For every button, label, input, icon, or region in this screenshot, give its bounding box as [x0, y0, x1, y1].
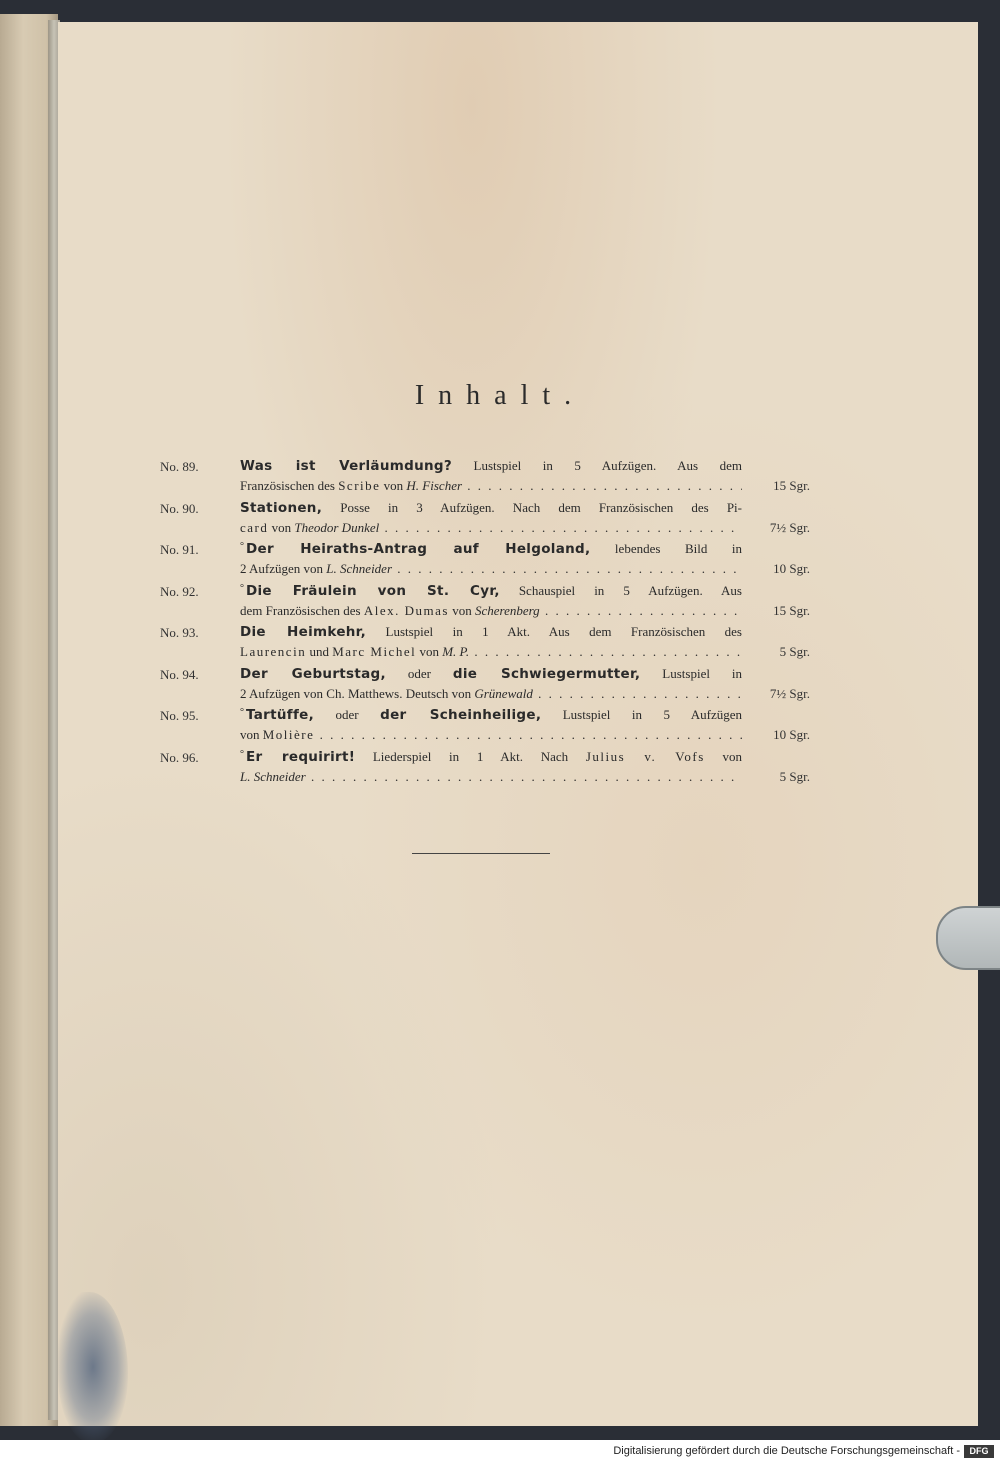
entry-text: und	[306, 644, 333, 659]
entry-line-1	[240, 541, 742, 557]
entry-text: 2 Aufzügen von	[240, 685, 327, 701]
dfg-logo-icon[interactable]: DFG	[964, 1445, 994, 1458]
entry-title: Die Heimkehr,	[240, 624, 367, 640]
entry-price: 15 Sgr.	[773, 478, 810, 493]
leader-dots	[314, 727, 742, 742]
leader-dots	[392, 561, 742, 576]
footer-credit: Digitalisierung gefördert durch die Deutsche Forschungsgemeinschaft -	[613, 1445, 960, 1457]
entry-line-1	[240, 458, 742, 474]
entry-text: oder	[314, 707, 381, 722]
toc-entry	[160, 666, 810, 708]
entry-marker: °	[240, 541, 244, 552]
entry-text: von	[416, 644, 443, 659]
entry-number: No. 96.	[160, 749, 199, 765]
entry-text: dem Französischen des	[240, 602, 364, 618]
entry-number: No. 92.	[160, 583, 199, 599]
entry-author: H. Fischer	[406, 478, 463, 493]
entry-number: No. 94.	[160, 666, 199, 682]
entry-price: 15 Sgr.	[773, 602, 810, 618]
entry-number: No. 95.	[160, 708, 199, 723]
entry-line-2	[240, 478, 742, 494]
entry-line-1	[240, 624, 742, 640]
entry-title: Er requirirt!	[246, 748, 356, 765]
entry-line-2	[240, 644, 742, 660]
entry-line-1	[240, 500, 742, 516]
entry-subtitle: die Schwiegermutter,	[452, 665, 641, 682]
toc-entry	[160, 500, 810, 542]
toc-entry	[160, 707, 810, 749]
toc-entry	[160, 749, 810, 791]
entry-line-2	[240, 561, 742, 577]
entry-marker: °	[240, 748, 244, 760]
entry-price: 10 Sgr.	[773, 727, 810, 742]
entry-price: 5 Sgr.	[779, 644, 810, 659]
entry-line-1	[240, 666, 742, 682]
entry-spaced-name: Alex. Dumas	[363, 602, 449, 618]
entry-line-1	[240, 707, 742, 723]
entry-price: 7½ Sgr.	[769, 519, 810, 535]
entry-price: 10 Sgr.	[773, 561, 810, 576]
page-tab-icon[interactable]	[936, 906, 1000, 970]
entry-spaced-name: Julius v. Vofs	[585, 748, 705, 764]
entry-text: von	[268, 519, 295, 535]
entry-description: Lustspiel in	[640, 665, 742, 681]
entry-line-2	[240, 520, 742, 536]
toc-entry	[160, 624, 810, 666]
entry-text: von	[448, 602, 475, 618]
leader-dots	[533, 686, 742, 701]
entry-title: Der Heiraths-Antrag auf Helgoland,	[246, 541, 591, 557]
entry-price: 5 Sgr.	[779, 768, 810, 784]
entry-price: 7½ Sgr.	[769, 685, 810, 701]
entry-author: Scherenberg	[474, 602, 540, 618]
entry-author: L. Schneider	[240, 768, 306, 784]
entry-marker: °	[240, 582, 244, 594]
water-stain	[58, 1292, 128, 1440]
entry-text: von	[380, 478, 407, 493]
entry-subtitle: der Scheinheilige,	[380, 707, 542, 723]
leader-dots	[379, 520, 742, 535]
entry-number: No. 90.	[160, 500, 199, 516]
leader-dots	[540, 603, 742, 618]
leader-dots	[306, 769, 742, 784]
entry-text: Französischen des	[240, 478, 339, 493]
leader-dots	[469, 644, 742, 659]
entry-line-2	[240, 769, 742, 785]
entry-author: L. Schneider	[326, 561, 393, 576]
entry-text: von	[704, 748, 742, 764]
entry-marker: °	[240, 707, 244, 718]
entry-spaced-name: Marc Michel	[332, 644, 417, 659]
entry-spaced-name: card	[240, 519, 269, 535]
entry-description: Posse in 3 Aufzügen. Nach dem Französischen des Pi-	[322, 499, 742, 515]
entry-description: lebendes Bild in	[590, 541, 742, 556]
entry-spaced-name: Molière	[262, 727, 315, 742]
entry-number: No. 93.	[160, 625, 199, 640]
entry-text: oder	[385, 665, 453, 681]
entry-title: Tartüffe,	[246, 707, 315, 723]
toc-entry	[160, 541, 810, 583]
toc-entry	[160, 583, 810, 625]
entry-title: Der Geburtstag,	[240, 665, 386, 682]
divider-rule	[412, 853, 550, 854]
entry-spaced-name: Scribe	[338, 478, 381, 493]
entry-title: Was ist Verläumdung?	[240, 458, 452, 474]
entry-spaced-name: Ch. Matthews.	[326, 685, 403, 701]
entry-line-2	[240, 603, 742, 619]
entry-title: Stationen,	[240, 499, 323, 516]
footer	[0, 1442, 1000, 1462]
entry-line-2	[240, 727, 742, 743]
table-of-contents	[160, 458, 810, 790]
entry-text: von	[240, 727, 263, 742]
leader-dots	[462, 478, 742, 493]
entry-author: Grünewald	[474, 685, 533, 701]
entry-line-1	[240, 749, 742, 765]
entry-line-1	[240, 583, 742, 599]
entry-description: Schauspiel in 5 Aufzügen. Aus	[499, 582, 742, 598]
entry-description: Lustspiel in 5 Aufzügen	[541, 707, 742, 722]
entry-author: M. P.	[442, 644, 470, 659]
entry-description: Lustspiel in 1 Akt. Aus dem Französischen des	[366, 624, 742, 639]
entry-title: Die Fräulein von St. Cyr,	[246, 582, 500, 599]
entry-spaced-name: Laurencin	[240, 644, 307, 659]
entry-text: Deutsch von	[402, 685, 475, 701]
entry-description: Liederspiel in 1 Akt. Nach	[355, 748, 586, 764]
page-title: Inhalt.	[414, 380, 586, 411]
entry-line-2	[240, 686, 742, 702]
toc-entry	[160, 458, 810, 500]
entry-text: 2 Aufzügen von	[240, 561, 327, 576]
entry-description: Lustspiel in 5 Aufzügen. Aus dem	[452, 458, 742, 473]
entry-number: No. 89.	[160, 459, 199, 474]
entry-author: Theodor Dunkel	[294, 519, 380, 535]
entry-number: No. 91.	[160, 542, 199, 557]
